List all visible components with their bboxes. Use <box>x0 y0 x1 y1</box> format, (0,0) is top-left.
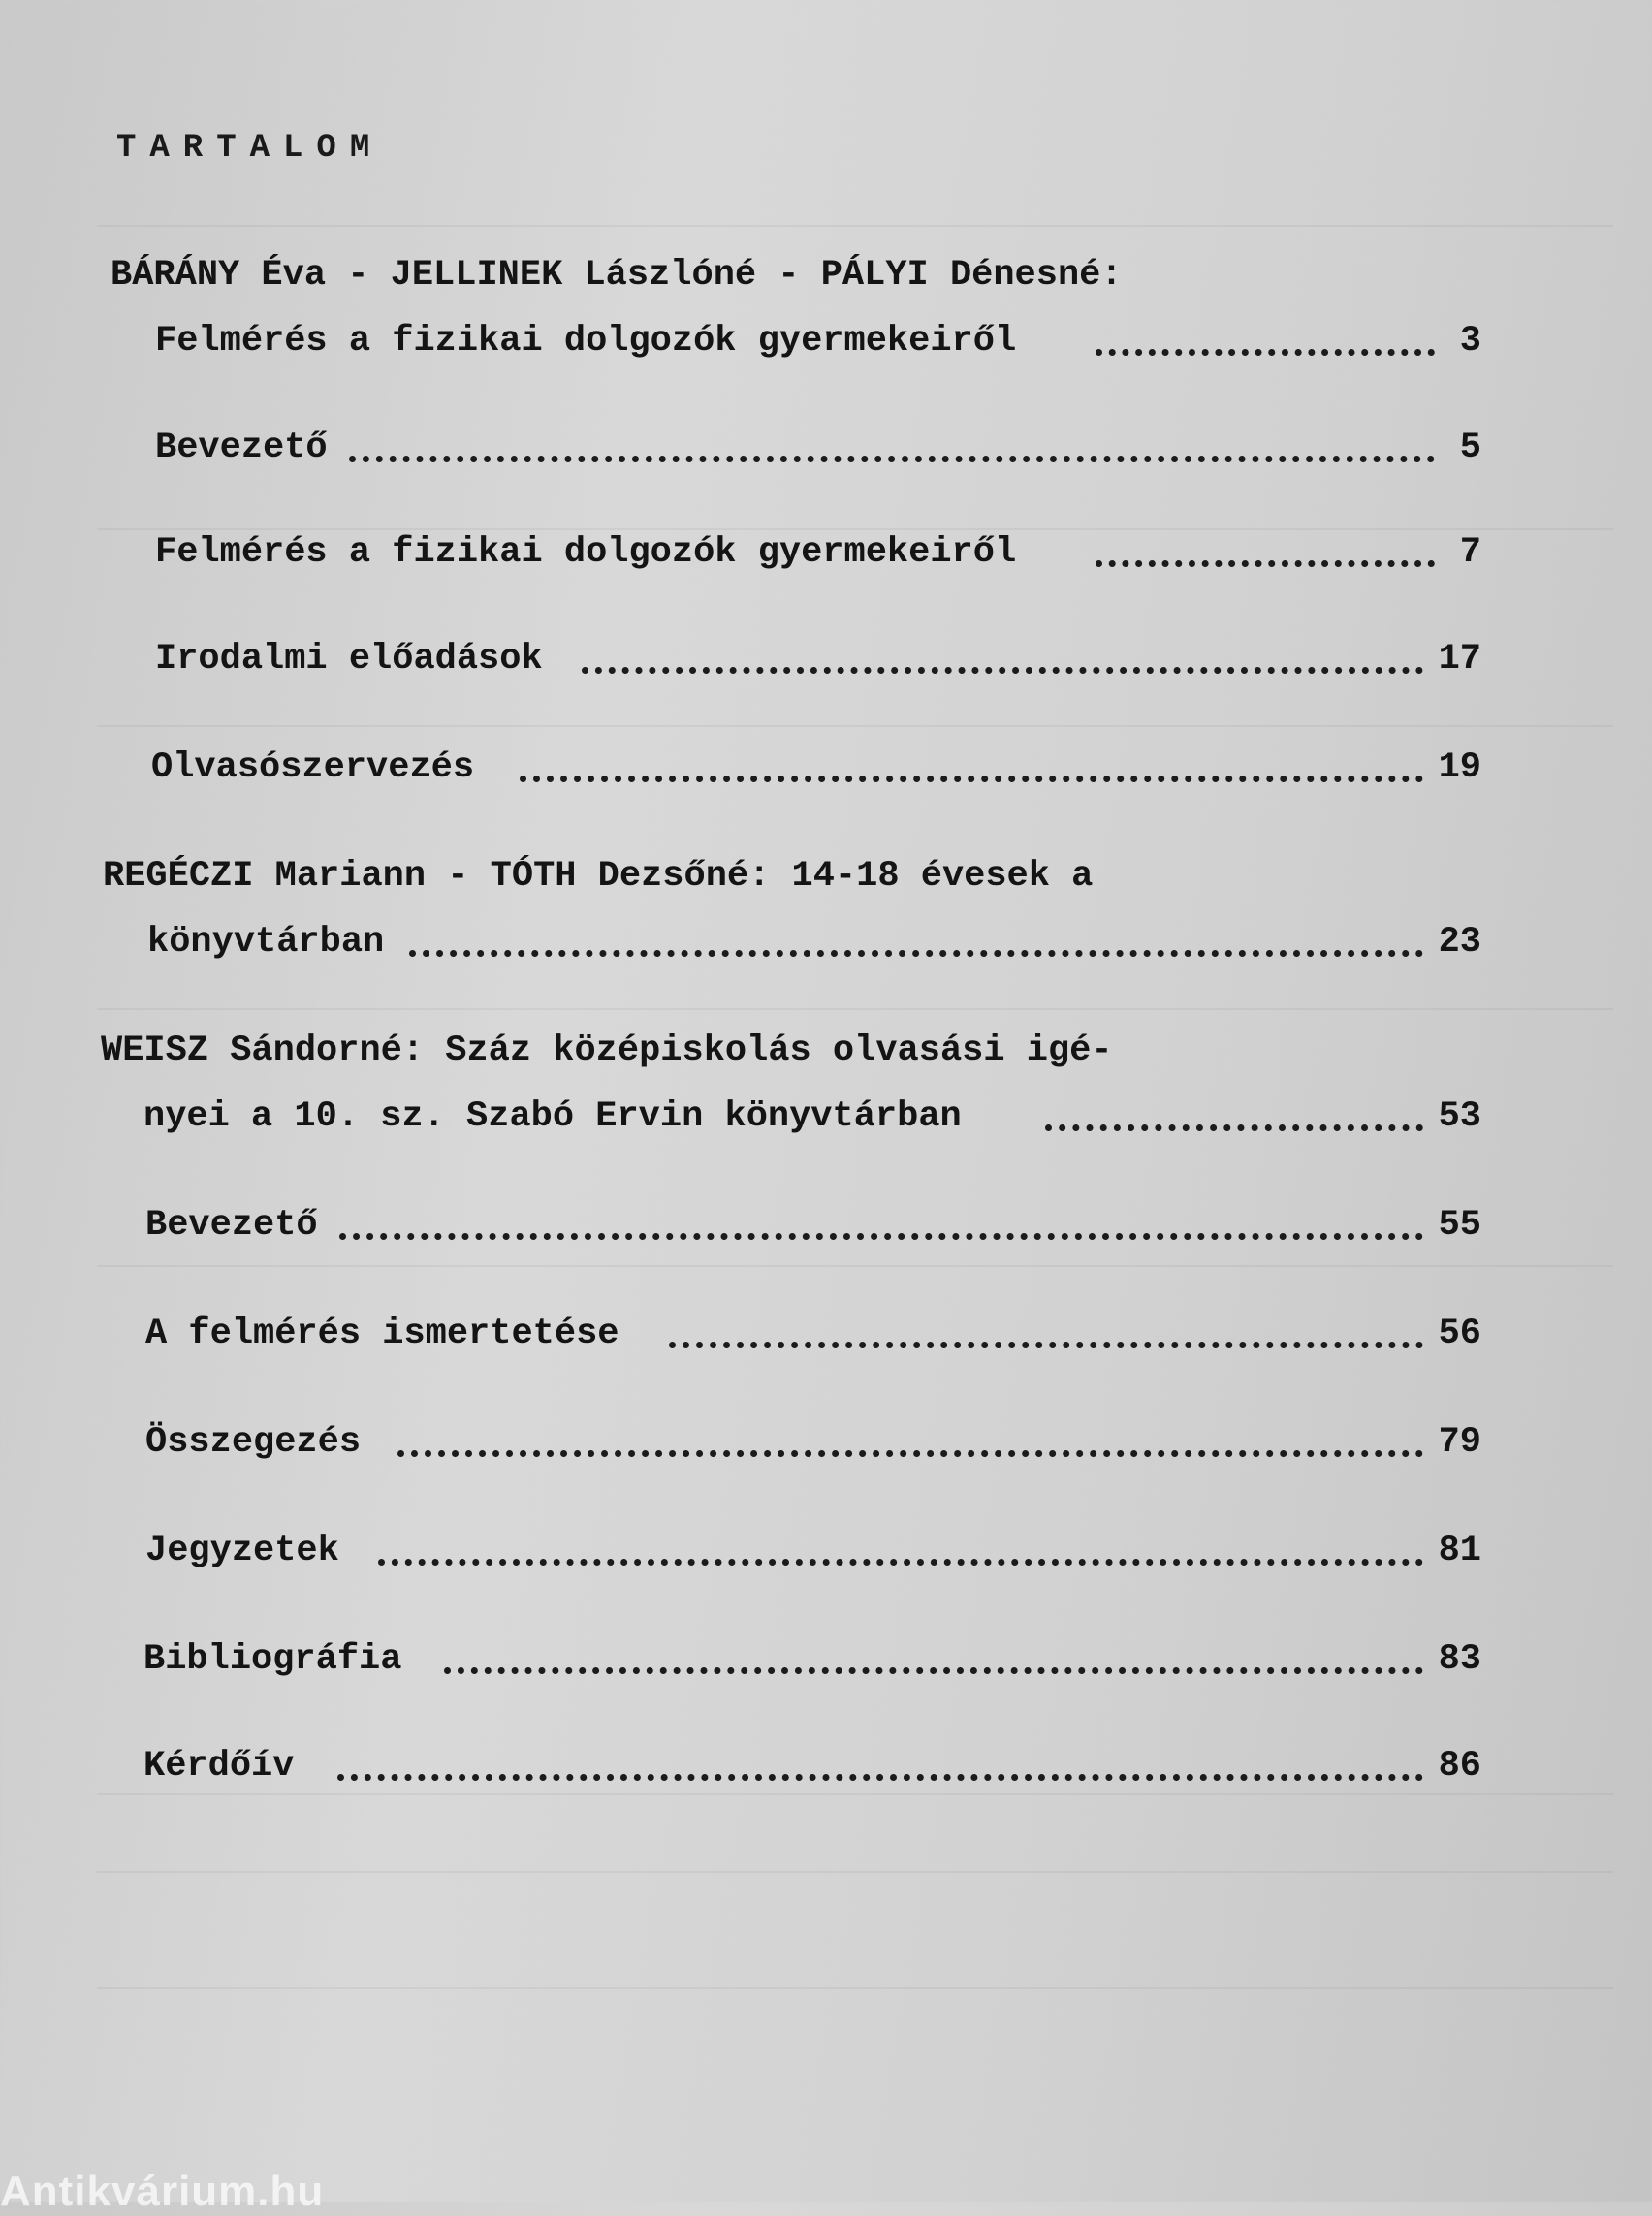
toc-entry-label: nyei a 10. sz. Szabó Ervin könyvtárban <box>143 1096 962 1137</box>
toc-entry-label: Jegyzetek <box>145 1531 339 1571</box>
toc-entry <box>143 1095 1481 1138</box>
section-author-line: BÁRÁNY Éva - JELLINEK Lászlóné - PÁLYI Dénesné: <box>111 255 1123 296</box>
toc-entry-label: könyvtárban <box>147 922 385 963</box>
toc-entry-label: A felmérés ismertetése <box>145 1314 620 1354</box>
toc-entry-label: Bevezető <box>145 1205 318 1246</box>
bleed-through-line <box>97 1987 1613 1989</box>
toc-entry-page: 56 <box>1438 1314 1481 1354</box>
toc-entry <box>151 746 1481 789</box>
toc-entry <box>145 1421 1481 1464</box>
bleed-through-line <box>97 1793 1613 1795</box>
dot-leader <box>337 1731 1423 1781</box>
bleed-through-line <box>97 225 1613 227</box>
toc-entry-page: 79 <box>1438 1422 1481 1463</box>
toc-title: TARTALOM <box>116 130 384 167</box>
dot-leader <box>409 907 1423 957</box>
dot-leader <box>378 1516 1423 1566</box>
toc-entry-label: Olvasószervezés <box>151 747 475 788</box>
toc-entry-page: 19 <box>1438 747 1481 788</box>
toc-entry <box>147 921 1481 964</box>
toc-entry <box>155 531 1481 574</box>
dot-leader <box>444 1625 1423 1674</box>
dot-leader <box>1096 306 1435 356</box>
toc-entry-label: Felmérés a fizikai dolgozók gyermekeiről <box>155 321 1017 362</box>
toc-entry-page: 86 <box>1438 1746 1481 1787</box>
toc-entry-label: Kérdőív <box>143 1746 295 1787</box>
toc-entry-page: 3 <box>1459 321 1481 362</box>
toc-entry-page: 83 <box>1438 1639 1481 1680</box>
toc-entry-label: Bevezető <box>155 427 328 468</box>
toc-entry-page: 5 <box>1459 427 1481 468</box>
dot-leader <box>1096 518 1435 567</box>
bleed-through-line <box>97 1871 1613 1873</box>
toc-entry-label: Irodalmi előadások <box>155 639 543 680</box>
section-author-line: WEISZ Sándorné: Száz középiskolás olvasási igé- <box>101 1030 1113 1071</box>
bleed-through-line <box>97 725 1613 727</box>
toc-entry <box>145 1530 1481 1572</box>
toc-entry-label: Bibliográfia <box>143 1639 402 1680</box>
dot-leader <box>582 624 1423 674</box>
dot-leader <box>669 1299 1423 1348</box>
dot-leader <box>1045 1082 1423 1131</box>
toc-entry-label: Felmérés a fizikai dolgozók gyermekeiről <box>155 532 1017 573</box>
dot-leader <box>349 413 1435 462</box>
toc-entry <box>145 1204 1481 1247</box>
bleed-through-line <box>97 1008 1613 1010</box>
toc-entry-page: 81 <box>1438 1531 1481 1571</box>
toc-entry <box>155 320 1481 363</box>
dot-leader <box>397 1408 1423 1457</box>
section-author-line: REGÉCZI Mariann - TÓTH Dezsőné: 14-18 évesek a <box>103 856 1094 897</box>
toc-entry-page: 55 <box>1438 1205 1481 1246</box>
dot-leader <box>339 1190 1423 1240</box>
toc-entry <box>143 1745 1481 1788</box>
toc-entry <box>155 427 1481 469</box>
toc-entry-page: 7 <box>1459 532 1481 573</box>
dot-leader <box>520 733 1423 782</box>
toc-entry-label: Összegezés <box>145 1422 362 1463</box>
toc-entry-page: 23 <box>1438 922 1481 963</box>
toc-entry <box>155 638 1481 681</box>
toc-entry-page: 53 <box>1438 1096 1481 1137</box>
bleed-through-line <box>97 1265 1613 1267</box>
toc-entry <box>143 1638 1481 1681</box>
watermark-text: Antikvárium.hu <box>0 2168 325 2215</box>
toc-entry-page: 17 <box>1438 639 1481 680</box>
toc-entry <box>145 1313 1481 1355</box>
